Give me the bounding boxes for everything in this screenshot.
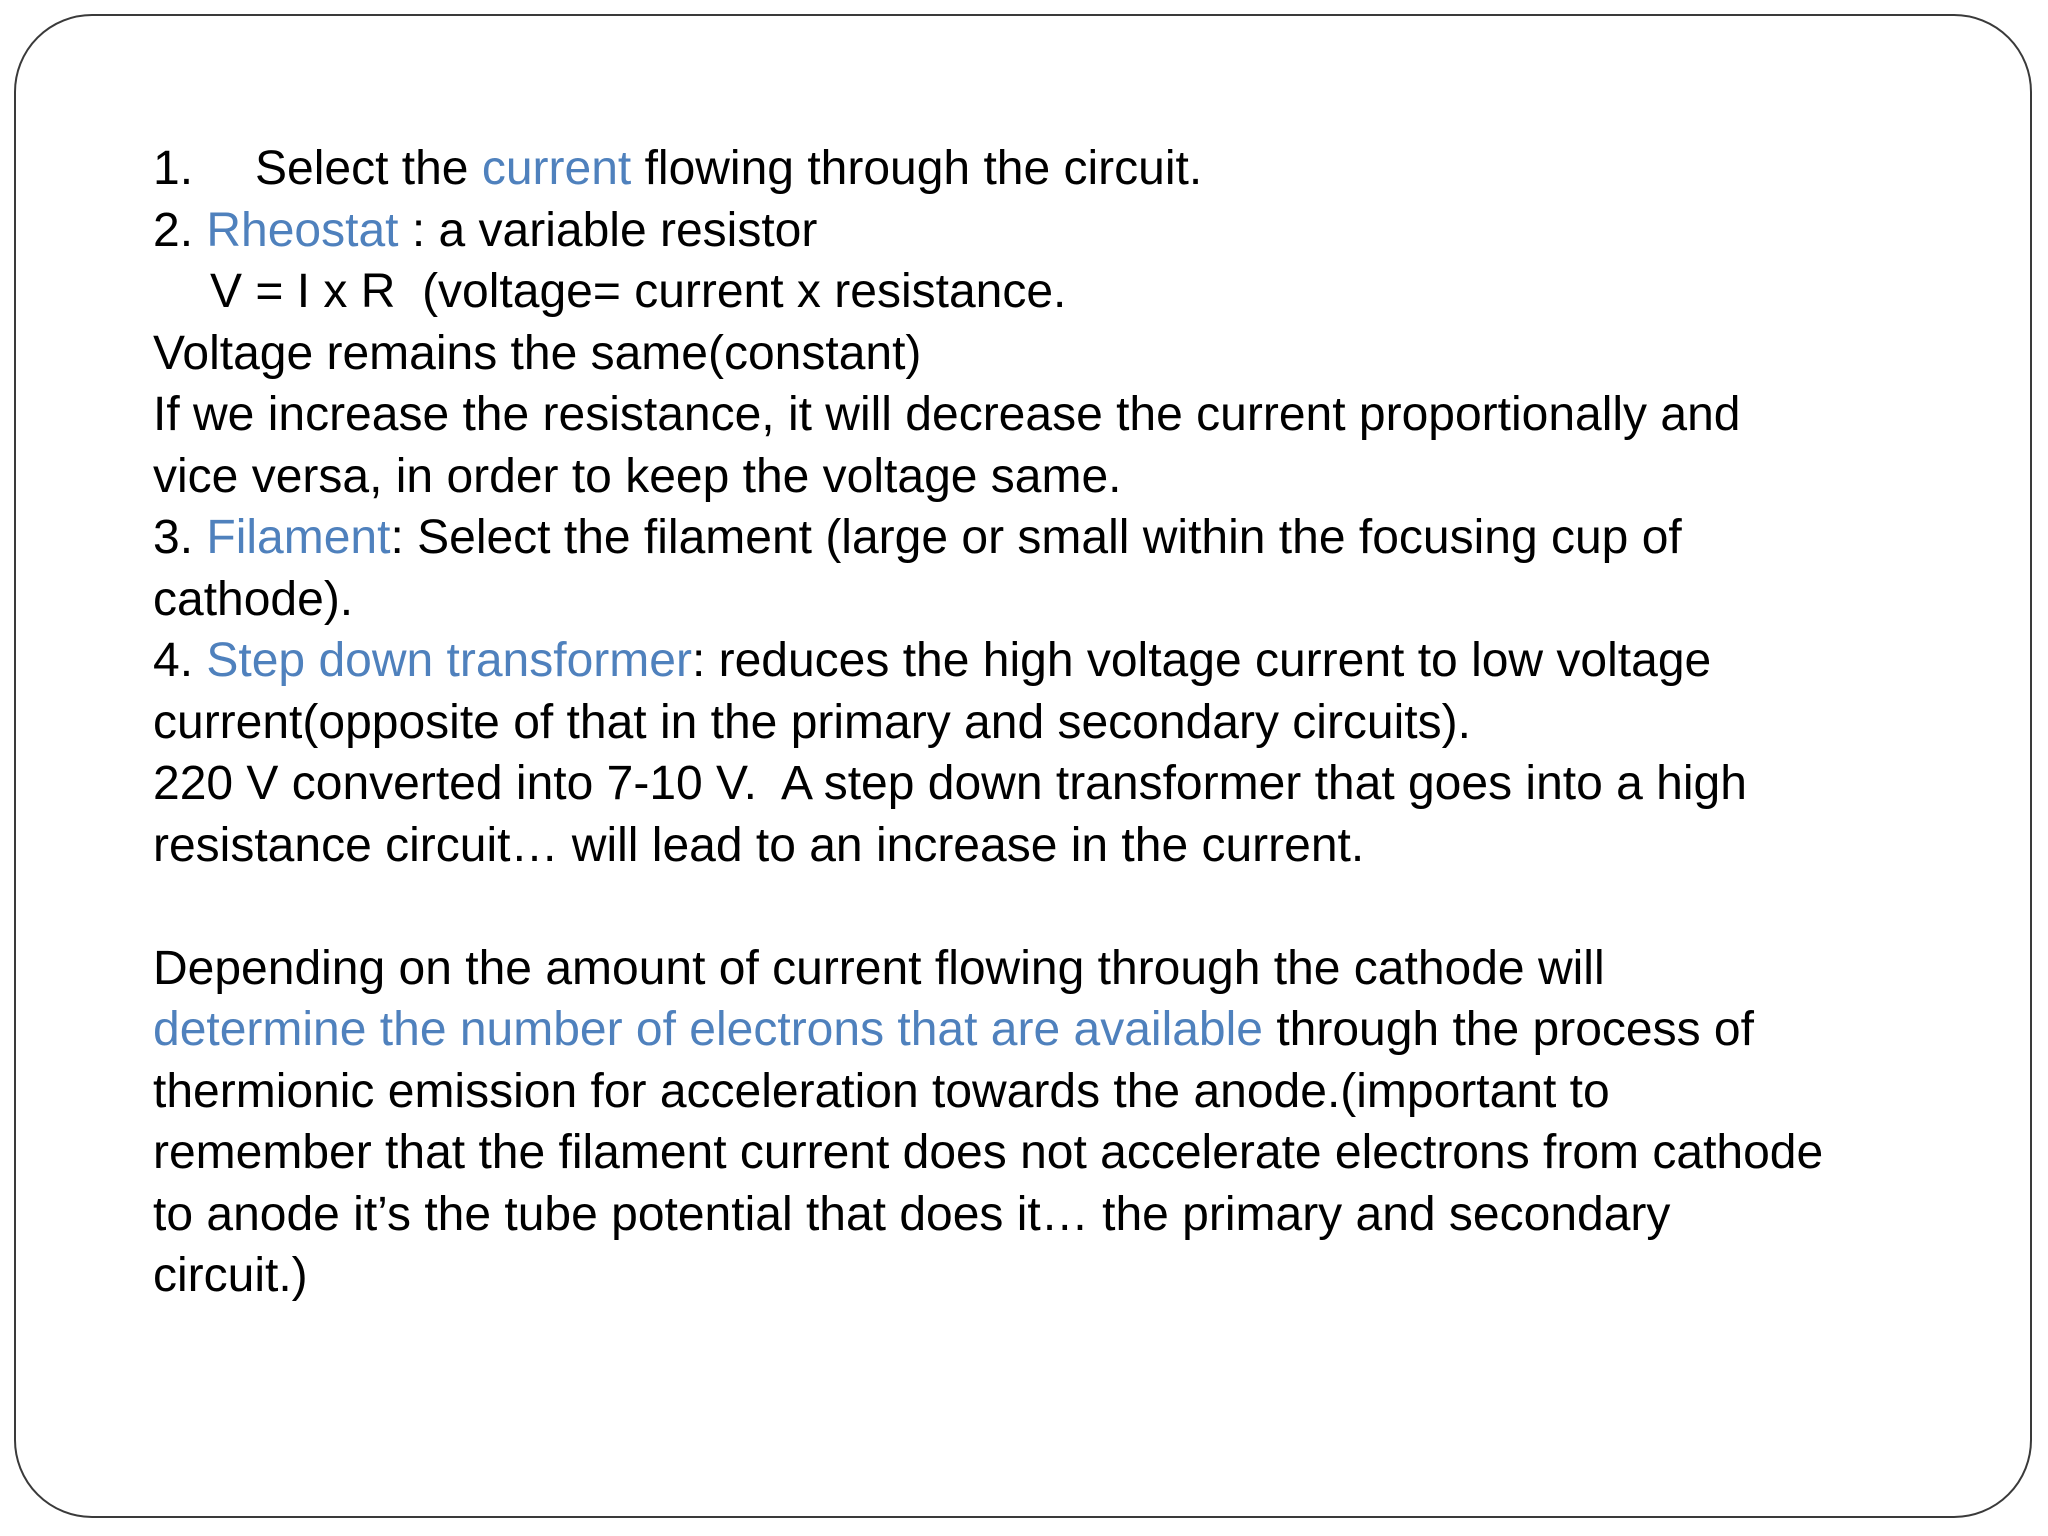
text-run: remember that the filament current does not accelerate electrons from cathode: [153, 1126, 1824, 1179]
highlight-phrase-electrons-available: determine the number of electrons that are available: [153, 1003, 1263, 1056]
list-number: 1.: [153, 142, 194, 195]
highlight-term-rheostat: Rheostat: [206, 203, 399, 257]
text-run: circuit.): [153, 1249, 308, 1302]
text-line: [153, 692, 2033, 754]
paragraph-line: [153, 1061, 2033, 1123]
paragraph-line: [153, 1122, 2033, 1184]
text-run: vice versa, in order to keep the voltage same.: [153, 449, 1122, 503]
text-run: cathode).: [153, 572, 354, 626]
text-run: : Select the filament (large or small within the focusing cup of: [390, 511, 1682, 564]
text-run: Voltage remains the same(constant): [153, 326, 922, 380]
text-run: : a variable resistor: [398, 203, 818, 257]
text-line: [153, 753, 2033, 815]
list-item-3: [153, 507, 2033, 569]
paragraph-line: [153, 1184, 2033, 1246]
text-run: If we increase the resistance, it will decrease the current proportionally and: [153, 388, 1741, 441]
text-run: Depending on the amount of current flowing through the cathode will: [153, 941, 1605, 995]
slide-frame: [14, 14, 2032, 1518]
text-line: [153, 815, 2033, 877]
text-run: Select the: [255, 142, 482, 195]
text-run: flowing through the circuit.: [631, 142, 1203, 195]
text-run: thermionic emission for acceleration towards the anode.(important to: [153, 1064, 1610, 1118]
text-line: [153, 384, 2033, 446]
text-run: current(opposite of that in the primary and secondary circuits).: [153, 695, 1471, 749]
paragraph-line: [153, 938, 2033, 1000]
list-item-1: [153, 138, 2033, 200]
list-item-4: [153, 630, 2033, 692]
highlight-term-filament: Filament: [206, 511, 391, 564]
paragraph-line: [153, 999, 2033, 1061]
list-item-2: [153, 200, 2033, 262]
text-line: [153, 569, 2033, 631]
list-number: 4.: [153, 634, 207, 687]
text-run: : reduces the high voltage current to low voltage: [691, 634, 1712, 687]
slide-body: [153, 138, 2033, 1307]
formula-line: [153, 261, 2033, 323]
text-run: 220 V converted into 7-10 V. A step down transformer that goes into a high: [153, 757, 1747, 810]
text-run: resistance circuit… will lead to an increase in the current.: [153, 818, 1365, 872]
list-number: 2.: [153, 203, 207, 257]
list-number: 3.: [153, 511, 207, 564]
text-line: [153, 323, 2033, 385]
formula-text: V = I x R (voltage= current x resistance.: [210, 265, 1067, 318]
highlight-term-current: current: [481, 142, 632, 195]
text-line: [153, 446, 2033, 508]
text-run: through the process of: [1262, 1003, 1754, 1056]
paragraph-gap: [153, 876, 2033, 938]
text-run: to anode it’s the tube potential that does it… the primary and secondary: [153, 1187, 1671, 1241]
paragraph-line: [153, 1245, 2033, 1307]
highlight-term-step-down-transformer: Step down transformer: [206, 634, 692, 687]
